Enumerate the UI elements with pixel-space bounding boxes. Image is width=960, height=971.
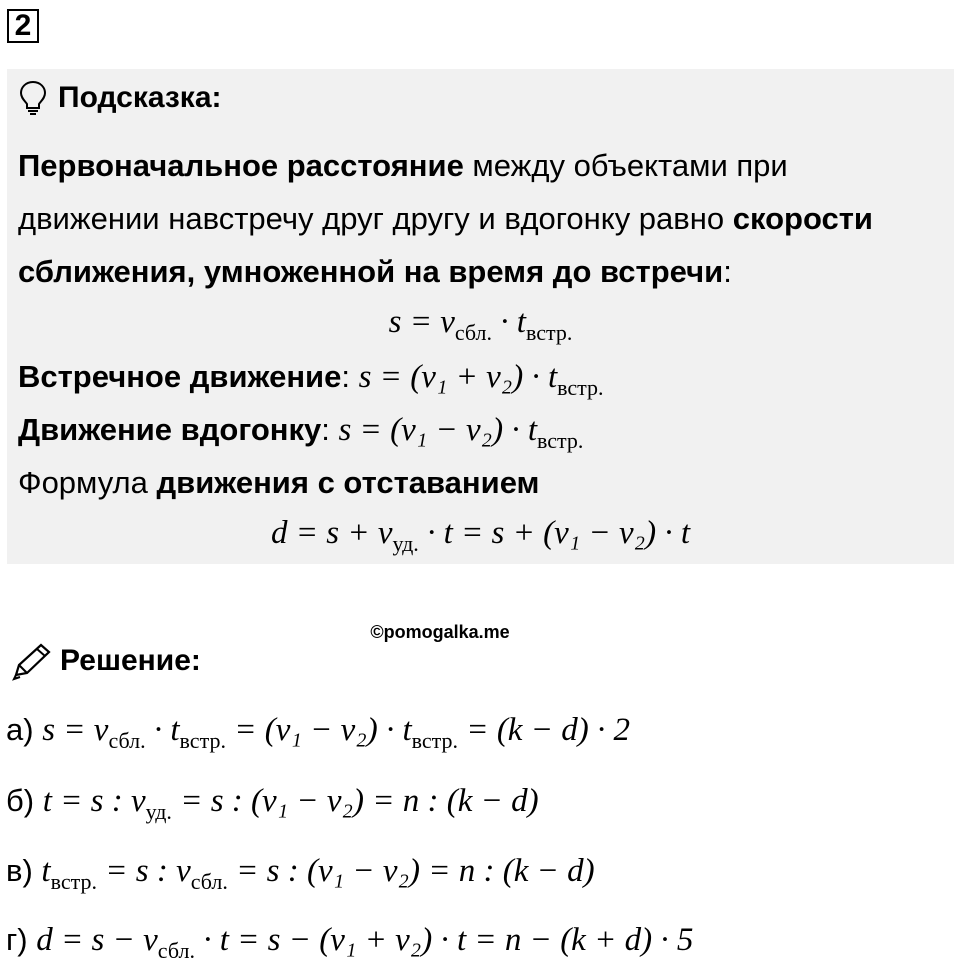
item-label: г) bbox=[6, 922, 37, 957]
formula-part: d = s + v bbox=[270, 515, 393, 551]
solution-item-a: а) $s = v_{сбл.} \cdot t_{встр.} = (v_1 - v_2) \cdot t_{встр.} = (k - d) \cdot 2$ bbox=[6, 712, 630, 753]
formula-part: · t = s + (v₁ − v₂) · t bbox=[418, 515, 691, 551]
item-label: б) bbox=[6, 783, 43, 818]
formula-sub: сбл. bbox=[454, 320, 493, 345]
watermark: ©pomogalka.me bbox=[370, 622, 510, 642]
hint-title bbox=[18, 80, 222, 116]
formula-sub: встр. bbox=[536, 428, 584, 453]
formula-part: s = (v₁ + v₂) · t bbox=[358, 359, 558, 395]
hint-main-formula bbox=[7, 302, 954, 353]
solution-title-text: Решение: bbox=[60, 644, 201, 677]
hint-line-2 bbox=[18, 199, 873, 239]
hint-text: Формула bbox=[18, 465, 157, 500]
hint-meeting-line: Встречное движение: $s = (v_1 + v_2) \cdot t_{встр.}$ bbox=[18, 359, 604, 400]
solution-item-b: б) t = s : $v_{уд.} = s$ : (v₁ − v₂) = n : (k − d) bbox=[6, 783, 539, 824]
hint-lag-formula bbox=[7, 513, 954, 564]
hint-bold-text: сближения, умноженной на время до встречи bbox=[18, 254, 724, 289]
formula-sub: встр. bbox=[525, 320, 573, 345]
hint-text: движении навстречу друг другу и вдогонку равно bbox=[18, 201, 733, 236]
lag-label: движения с отставанием bbox=[156, 465, 540, 500]
formula-part: s = (v₁ − v₂) · t bbox=[338, 412, 537, 448]
hint-text: : bbox=[723, 254, 732, 289]
hint-text: между объектами при bbox=[463, 148, 788, 183]
task-number: 2 bbox=[7, 9, 39, 43]
pencil-icon bbox=[10, 641, 54, 681]
hint-line-3 bbox=[18, 252, 732, 292]
formula-sub: встр. bbox=[557, 375, 604, 400]
lightbulb-icon bbox=[18, 80, 48, 116]
item-label: а) bbox=[6, 712, 43, 747]
hint-lag-line bbox=[18, 463, 539, 503]
hint-title-text: Подсказка: bbox=[58, 81, 222, 114]
hint-line-1 bbox=[18, 146, 788, 186]
solution-item-c: в) $t_{встр.} = s$ : $v_{сбл.} = s$ : (v₁ − v₂) = n : (k − d) bbox=[6, 853, 595, 894]
hint-chase-line: Движение вдогонку: $s = (v_1 - v_2) \cdot t_{встр.}$ bbox=[18, 412, 584, 453]
formula-part: · t bbox=[492, 304, 526, 340]
formula-part: s = v bbox=[388, 304, 455, 340]
hint-bold-initial-distance: Первоначальное расстояние bbox=[18, 148, 464, 183]
solution-title bbox=[10, 641, 201, 681]
meeting-label: Встречное движение bbox=[18, 359, 342, 394]
formula-sub: уд. bbox=[392, 531, 419, 556]
solution-item-d: г) $d = s - v_{сбл.} \cdot t = s - (v_1 + v_2) \cdot t = n - (k + d) \cdot 5$ bbox=[6, 922, 694, 963]
chase-label: Движение вдогонку bbox=[18, 412, 322, 447]
item-label: в) bbox=[6, 853, 42, 888]
hint-bold-text: скорости bbox=[732, 201, 873, 236]
